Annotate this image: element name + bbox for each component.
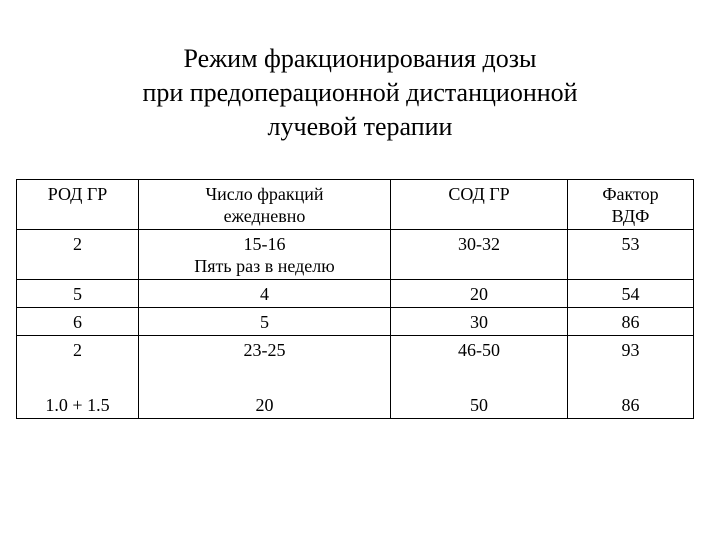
table-row xyxy=(17,280,694,308)
cell-vdf: 54 xyxy=(568,280,694,308)
table-row xyxy=(17,308,694,336)
cell-sod: 30 xyxy=(391,308,568,336)
cell-rod: 2 xyxy=(17,230,139,280)
cell-fractions: 23-25 20 xyxy=(139,336,391,419)
table-row xyxy=(17,230,694,280)
cell-rod: 5 xyxy=(17,280,139,308)
cell-fractions: 4 xyxy=(139,280,391,308)
table-header-row xyxy=(17,180,694,230)
header-fractions-daily: Число фракций ежедневно xyxy=(139,180,391,230)
title-line-3: лучевой терапии xyxy=(267,112,453,141)
table-row xyxy=(17,336,694,419)
header-vdf-factor: Фактор ВДФ xyxy=(568,180,694,230)
cell-sod: 30-32 xyxy=(391,230,568,280)
header-sod-gr: СОД ГР xyxy=(391,180,568,230)
title-line-2: при предоперационной дистанционной xyxy=(142,78,578,107)
cell-rod: 6 xyxy=(17,308,139,336)
cell-fractions: 15-16 Пять раз в неделю xyxy=(139,230,391,280)
title-line-1: Режим фракционирования дозы xyxy=(183,44,537,73)
page-title xyxy=(0,42,720,144)
cell-rod: 2 1.0 + 1.5 xyxy=(17,336,139,419)
cell-vdf: 53 xyxy=(568,230,694,280)
cell-sod: 20 xyxy=(391,280,568,308)
dose-fractionation-table xyxy=(16,179,694,419)
cell-vdf: 93 86 xyxy=(568,336,694,419)
cell-sod: 46-50 50 xyxy=(391,336,568,419)
cell-fractions: 5 xyxy=(139,308,391,336)
cell-vdf: 86 xyxy=(568,308,694,336)
header-rod-gr: РОД ГР xyxy=(17,180,139,230)
